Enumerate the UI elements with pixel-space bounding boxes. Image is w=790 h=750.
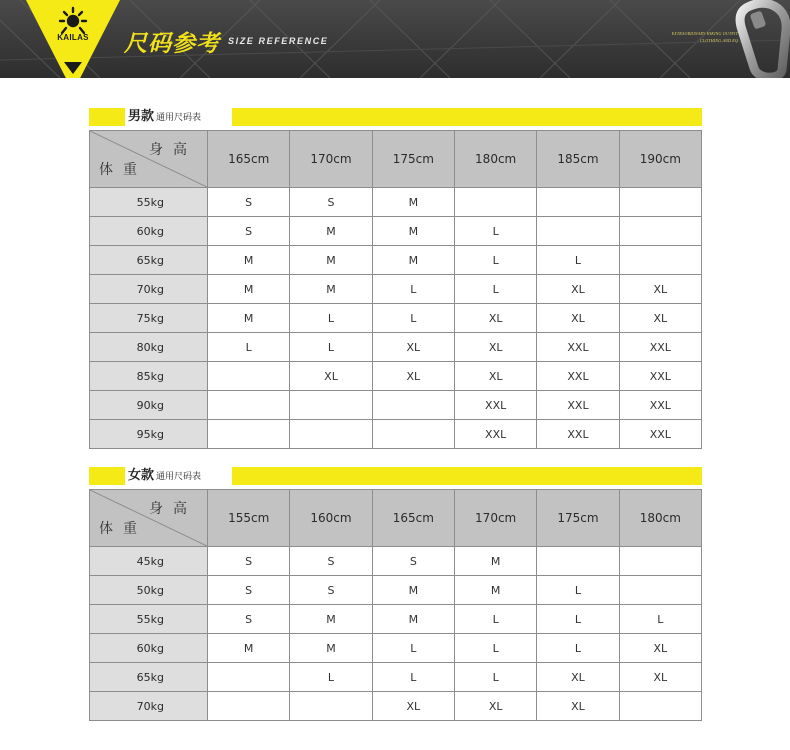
size-cell: L: [619, 605, 701, 634]
column-header: 185cm: [537, 131, 619, 188]
size-cell: S: [290, 547, 372, 576]
size-cell: [619, 188, 701, 217]
size-cell: S: [208, 605, 290, 634]
size-cell: XL: [619, 304, 701, 333]
size-cell: L: [454, 246, 536, 275]
size-cell: XXL: [537, 420, 619, 449]
size-cell: M: [454, 547, 536, 576]
table-header-row: [90, 490, 702, 547]
brand-tagline: [640, 30, 738, 44]
weight-cell: 45kg: [90, 547, 208, 576]
size-cell: [537, 547, 619, 576]
size-cell: M: [208, 275, 290, 304]
size-cell: XXL: [619, 420, 701, 449]
size-cell: L: [372, 663, 454, 692]
weight-cell: 95kg: [90, 420, 208, 449]
table-body: [90, 188, 702, 449]
header-banner: [0, 0, 790, 78]
column-header: 175cm: [537, 490, 619, 547]
size-cell: XL: [619, 663, 701, 692]
size-cell: [208, 663, 290, 692]
table-row: [90, 605, 702, 634]
size-cell: L: [372, 304, 454, 333]
size-table-women: [89, 489, 702, 721]
weight-cell: 85kg: [90, 362, 208, 391]
logo-text: KAILAS: [57, 33, 89, 42]
size-cell: XXL: [619, 362, 701, 391]
table-row: [90, 420, 702, 449]
size-cell: XXL: [619, 391, 701, 420]
weight-cell: 70kg: [90, 275, 208, 304]
column-header: 165cm: [208, 131, 290, 188]
page-title: 尺码参考: [124, 31, 220, 57]
size-cell: S: [208, 547, 290, 576]
column-header: 175cm: [372, 131, 454, 188]
weight-cell: 75kg: [90, 304, 208, 333]
size-cell: M: [454, 576, 536, 605]
size-cell: XXL: [454, 420, 536, 449]
section-bar-men: [89, 108, 702, 126]
corner-label-height: 身高: [149, 501, 197, 517]
size-cell: [290, 391, 372, 420]
size-cell: M: [290, 246, 372, 275]
size-cell: S: [372, 547, 454, 576]
size-cell: XL: [537, 692, 619, 721]
size-cell: S: [290, 188, 372, 217]
weight-cell: 50kg: [90, 576, 208, 605]
weight-cell: 60kg: [90, 634, 208, 663]
size-cell: XXL: [537, 333, 619, 362]
size-cell: XL: [537, 275, 619, 304]
size-cell: L: [290, 304, 372, 333]
size-cell: L: [537, 605, 619, 634]
size-cell: [619, 217, 701, 246]
size-cell: XL: [454, 362, 536, 391]
size-cell: M: [290, 605, 372, 634]
section-title-women: [128, 467, 201, 485]
table-body: [90, 547, 702, 721]
table-header-row: [90, 131, 702, 188]
size-cell: XL: [372, 692, 454, 721]
size-cell: XL: [290, 362, 372, 391]
column-header: 170cm: [290, 131, 372, 188]
table-row: [90, 304, 702, 333]
size-cell: XXL: [537, 391, 619, 420]
size-cell: M: [372, 217, 454, 246]
size-cell: L: [454, 275, 536, 304]
column-header: 160cm: [290, 490, 372, 547]
size-cell: [619, 692, 701, 721]
size-cell: S: [208, 188, 290, 217]
size-cell: XL: [372, 333, 454, 362]
size-cell: M: [372, 188, 454, 217]
size-cell: L: [454, 663, 536, 692]
size-cell: [372, 420, 454, 449]
size-cell: L: [537, 576, 619, 605]
table-row: [90, 663, 702, 692]
table-row: [90, 188, 702, 217]
section-bar-women: [89, 467, 702, 485]
size-cell: L: [372, 275, 454, 304]
size-cell: L: [208, 333, 290, 362]
column-header: 165cm: [372, 490, 454, 547]
size-cell: M: [290, 217, 372, 246]
size-cell: S: [208, 576, 290, 605]
table-row: [90, 576, 702, 605]
weight-cell: 65kg: [90, 246, 208, 275]
section-title-bold: 女款: [128, 468, 155, 483]
size-cell: L: [537, 246, 619, 275]
size-cell: M: [290, 275, 372, 304]
size-cell: [454, 188, 536, 217]
table-row: [90, 391, 702, 420]
section-accent-block: [89, 108, 125, 126]
size-cell: M: [208, 304, 290, 333]
column-header: 190cm: [619, 131, 701, 188]
table-row: [90, 217, 702, 246]
size-cell: [372, 391, 454, 420]
size-cell: [619, 246, 701, 275]
size-cell: M: [372, 246, 454, 275]
table-row: [90, 246, 702, 275]
column-header: 155cm: [208, 490, 290, 547]
size-cell: XL: [372, 362, 454, 391]
weight-cell: 90kg: [90, 391, 208, 420]
weight-cell: 60kg: [90, 217, 208, 246]
size-cell: M: [372, 605, 454, 634]
table-row: [90, 362, 702, 391]
size-cell: [290, 692, 372, 721]
section-title-bold: 男款: [128, 109, 155, 124]
size-cell: L: [454, 605, 536, 634]
section-accent-fill: [232, 467, 702, 485]
section-accent-block: [89, 467, 125, 485]
size-cell: L: [454, 634, 536, 663]
size-cell: [619, 547, 701, 576]
tagline-line-1: EXTRAORDINARY HIKING OUTFIT: [671, 31, 738, 36]
column-header: 170cm: [454, 490, 536, 547]
size-cell: L: [372, 634, 454, 663]
size-cell: XXL: [619, 333, 701, 362]
table-row: [90, 547, 702, 576]
size-cell: M: [372, 576, 454, 605]
size-cell: S: [290, 576, 372, 605]
size-cell: XL: [537, 304, 619, 333]
size-cell: XL: [537, 663, 619, 692]
section-title-suffix: 通用尺码表: [156, 472, 202, 482]
weight-cell: 80kg: [90, 333, 208, 362]
section-accent-fill: [232, 108, 702, 126]
table-row: [90, 634, 702, 663]
size-cell: [208, 692, 290, 721]
corner-label-height: 身高: [149, 142, 197, 158]
weight-cell: 70kg: [90, 692, 208, 721]
table-corner-cell: [90, 131, 208, 188]
section-title-men: [128, 108, 201, 126]
size-cell: [208, 391, 290, 420]
tagline-line-2: CLOTHING AND EQ: [699, 38, 738, 43]
size-cell: [208, 362, 290, 391]
corner-label-weight: 体重: [99, 521, 147, 537]
size-cell: L: [290, 333, 372, 362]
weight-cell: 55kg: [90, 605, 208, 634]
size-cell: [537, 217, 619, 246]
size-cell: [208, 420, 290, 449]
size-cell: L: [537, 634, 619, 663]
table-row: [90, 692, 702, 721]
size-cell: [619, 576, 701, 605]
weight-cell: 55kg: [90, 188, 208, 217]
size-cell: XL: [619, 275, 701, 304]
size-cell: M: [208, 634, 290, 663]
size-cell: [290, 420, 372, 449]
carabiner-icon: [728, 0, 790, 78]
section-title-suffix: 通用尺码表: [156, 113, 202, 123]
corner-label-weight: 体重: [99, 162, 147, 178]
size-cell: M: [208, 246, 290, 275]
column-header: 180cm: [454, 131, 536, 188]
page-subtitle: SIZE REFERENCE: [228, 36, 329, 46]
size-table-men: [89, 130, 702, 449]
table-row: [90, 333, 702, 362]
size-cell: XXL: [454, 391, 536, 420]
size-cell: [537, 188, 619, 217]
size-cell: M: [290, 634, 372, 663]
table-corner-cell: [90, 490, 208, 547]
weight-cell: 65kg: [90, 663, 208, 692]
size-cell: XL: [454, 304, 536, 333]
size-cell: XL: [619, 634, 701, 663]
size-cell: L: [454, 217, 536, 246]
size-cell: XL: [454, 692, 536, 721]
size-cell: XXL: [537, 362, 619, 391]
size-cell: XL: [454, 333, 536, 362]
table-row: [90, 275, 702, 304]
size-cell: L: [290, 663, 372, 692]
column-header: 180cm: [619, 490, 701, 547]
size-cell: S: [208, 217, 290, 246]
